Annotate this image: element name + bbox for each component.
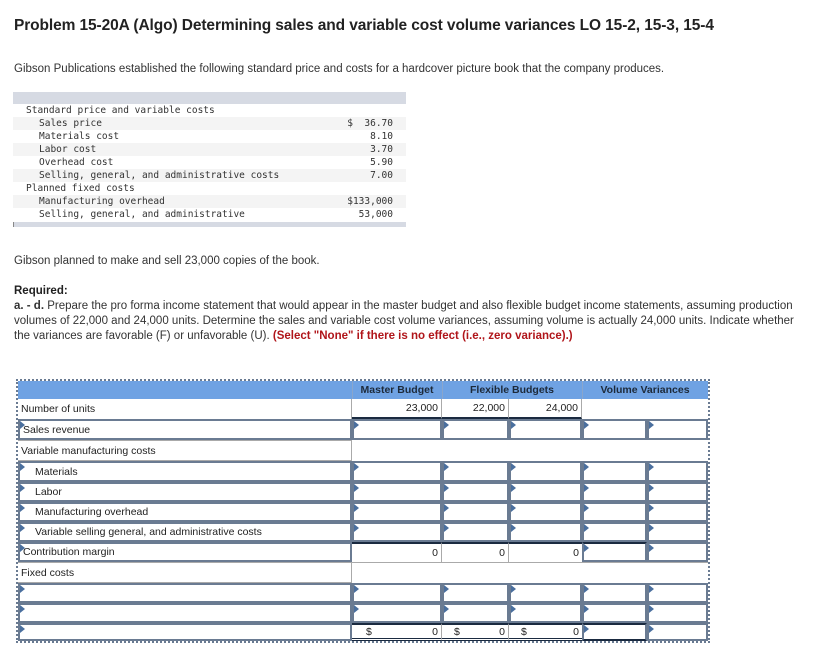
standards-row	[13, 182, 406, 195]
variance-overhead-input[interactable]	[582, 502, 647, 522]
flex24-sga-input[interactable]	[509, 522, 582, 542]
line-item-dropdown[interactable]	[18, 623, 352, 641]
required-note: (Select "None" if there is no effect (i.e., zero variance).)	[272, 330, 573, 342]
line-item-dropdown[interactable]: Variable selling general, and administrative costs	[18, 522, 352, 542]
flex24-net-income	[509, 623, 582, 641]
line-item-label: Variable manufacturing costs	[18, 440, 352, 461]
master-overhead-input[interactable]	[352, 502, 442, 522]
variance-cm-fu-dropdown[interactable]	[647, 542, 708, 562]
variance-ni-input[interactable]	[582, 623, 647, 641]
master-contribution-margin: 0	[352, 542, 442, 562]
blank-cell	[352, 440, 708, 461]
master-labor-input[interactable]	[352, 482, 442, 502]
flex24-net-income-value: 0	[573, 625, 579, 638]
standards-value: 53,000	[358, 209, 393, 220]
standards-label: Selling, general, and administrative	[39, 209, 245, 220]
standards-table-footer	[13, 222, 406, 227]
flex22-overhead-input[interactable]	[442, 502, 509, 522]
required-body	[14, 299, 804, 344]
standards-value: 7.00	[370, 170, 393, 181]
standards-row	[13, 130, 406, 143]
flex22-net-income	[442, 623, 509, 641]
flex24-labor-input[interactable]	[509, 482, 582, 502]
standards-label: Sales price	[39, 118, 102, 129]
line-item-dropdown[interactable]: Contribution margin	[18, 542, 352, 562]
flex22-materials-input[interactable]	[442, 461, 509, 482]
currency-symbol: $	[454, 625, 460, 638]
standards-value: 5.90	[370, 157, 393, 168]
standards-row	[13, 143, 406, 156]
line-item-dropdown[interactable]: Sales revenue	[18, 419, 352, 440]
flex24-sales-input[interactable]	[509, 419, 582, 440]
master-net-income	[352, 623, 442, 641]
row-contribution-margin	[18, 542, 708, 562]
flex22-fixed1-input[interactable]	[442, 583, 509, 603]
header-volume-variances: Volume Variances	[600, 384, 690, 396]
standards-label: Planned fixed costs	[26, 183, 135, 194]
variance-ni-fu-dropdown[interactable]	[647, 623, 708, 641]
required-section	[14, 284, 804, 344]
variance-fixed2-fu-dropdown[interactable]	[647, 603, 708, 623]
variance-labor-input[interactable]	[582, 482, 647, 502]
standards-label: Standard price and variable costs	[26, 105, 215, 116]
standards-label: Materials cost	[39, 131, 120, 142]
line-item-dropdown[interactable]	[18, 603, 352, 623]
flex22-sga-input[interactable]	[442, 522, 509, 542]
line-item-label: Fixed costs	[18, 562, 352, 583]
row-manufacturing-overhead	[18, 502, 708, 522]
required-heading: Required:	[14, 285, 68, 297]
row-fixed-item-2	[18, 603, 708, 623]
standards-row	[13, 208, 406, 221]
line-item-dropdown[interactable]: Labor	[18, 482, 352, 502]
row-fixed-item-1	[18, 583, 708, 603]
standards-label: Selling, general, and administrative costs	[39, 170, 280, 181]
standards-row	[13, 195, 406, 208]
variance-fixed1-fu-dropdown[interactable]	[647, 583, 708, 603]
part-label: a. - d.	[14, 300, 45, 312]
standards-row	[13, 117, 406, 130]
variance-sga-input[interactable]	[582, 522, 647, 542]
page-title: Problem 15-20A (Algo) Determining sales and variable cost volume variances LO 15-2, 15-3, 15-4	[14, 17, 714, 34]
flex24-fixed1-input[interactable]	[509, 583, 582, 603]
master-materials-input[interactable]	[352, 461, 442, 482]
currency-symbol: $	[521, 625, 527, 638]
standards-value: $133,000	[347, 196, 393, 207]
variance-sga-fu-dropdown[interactable]	[647, 522, 708, 542]
units-label: Number of units	[18, 399, 352, 419]
master-net-income-value: 0	[432, 625, 438, 638]
variance-sales-fu-dropdown[interactable]	[647, 419, 708, 440]
units-flex-24000: 24,000	[509, 399, 582, 419]
standards-label: Labor cost	[39, 144, 97, 155]
variance-overhead-fu-dropdown[interactable]	[647, 502, 708, 522]
standards-value: 3.70	[370, 144, 393, 155]
standards-row	[13, 169, 406, 182]
header-flexible-budgets: Flexible Budgets	[469, 384, 554, 396]
line-item-dropdown[interactable]: Manufacturing overhead	[18, 502, 352, 522]
standards-row	[13, 104, 406, 117]
standards-table-header	[13, 92, 406, 104]
flex22-sales-input[interactable]	[442, 419, 509, 440]
currency-symbol: $	[366, 625, 372, 638]
worksheet-header-row	[18, 381, 708, 399]
flex24-materials-input[interactable]	[509, 461, 582, 482]
master-fixed2-input[interactable]	[352, 603, 442, 623]
row-number-of-units	[18, 399, 708, 419]
row-net-income	[18, 623, 708, 641]
master-sga-input[interactable]	[352, 522, 442, 542]
row-variable-sga	[18, 522, 708, 542]
variance-fixed2-input[interactable]	[582, 603, 647, 623]
standards-table	[13, 92, 406, 227]
units-flex-22000: 22,000	[442, 399, 509, 419]
header-master-budget: Master Budget	[360, 384, 434, 396]
flex22-contribution-margin: 0	[442, 542, 509, 562]
master-sales-input[interactable]	[352, 419, 442, 440]
variance-materials-fu-dropdown[interactable]	[647, 461, 708, 482]
intro-text: Gibson Publications established the following standard price and costs for a hardcover picture book that the company produces.	[14, 63, 665, 75]
variance-cm-input[interactable]	[582, 542, 647, 562]
flex24-contribution-margin: 0	[509, 542, 582, 562]
row-variable-manufacturing-costs	[18, 440, 708, 461]
line-item-dropdown[interactable]: Materials	[18, 461, 352, 482]
flex22-fixed2-input[interactable]	[442, 603, 509, 623]
flex24-overhead-input[interactable]	[509, 502, 582, 522]
income-statement-worksheet	[16, 379, 710, 643]
flex22-labor-input[interactable]	[442, 482, 509, 502]
variance-labor-fu-dropdown[interactable]	[647, 482, 708, 502]
variance-fixed1-input[interactable]	[582, 583, 647, 603]
blank-cell	[352, 562, 708, 583]
variance-sales-input[interactable]	[582, 419, 647, 440]
standards-value: $ 36.70	[347, 118, 393, 129]
standards-label: Overhead cost	[39, 157, 114, 168]
units-master: 23,000	[352, 399, 442, 419]
standards-label: Manufacturing overhead	[39, 196, 165, 207]
flex22-net-income-value: 0	[499, 625, 505, 638]
row-fixed-costs	[18, 562, 708, 583]
row-sales-revenue	[18, 419, 708, 440]
line-item-dropdown[interactable]	[18, 583, 352, 603]
standards-value: 8.10	[370, 131, 393, 142]
row-labor	[18, 482, 708, 502]
flex24-fixed2-input[interactable]	[509, 603, 582, 623]
standards-row	[13, 156, 406, 169]
row-materials	[18, 461, 708, 482]
required-text: Prepare the pro forma income statement that would appear in the master budget and also flexible budget income statements, assuming production volumes of 22,000 and 24,000 units. Determine the sales and variable cost volume variances, assuming volume is actually 24,000 units. Indicate whether the variances are favorable (F) or unfavorable (U).	[14, 300, 794, 342]
variance-materials-input[interactable]	[582, 461, 647, 482]
plan-text: Gibson planned to make and sell 23,000 copies of the book.	[14, 255, 320, 267]
master-fixed1-input[interactable]	[352, 583, 442, 603]
